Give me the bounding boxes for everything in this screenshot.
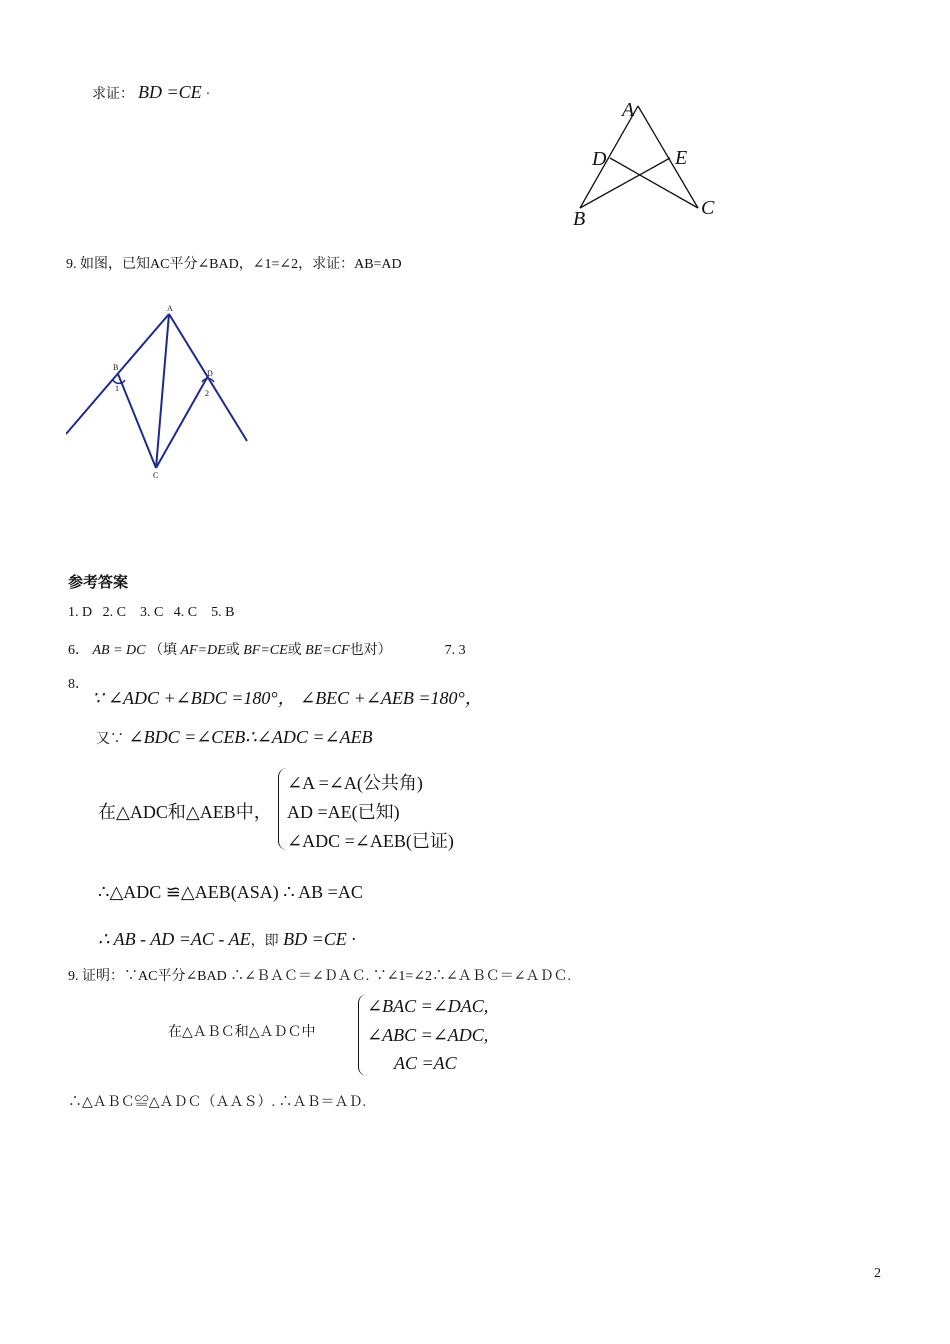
answer-8-cond-1: ∠A =∠A(公共角) — [287, 773, 423, 793]
label-B: B — [573, 208, 586, 230]
answer-8-cond-3: ∠ADC =∠AEB(已证) — [287, 831, 454, 851]
line-AC — [156, 314, 169, 468]
answers-1-5: 1. D 2. C 3. C 4. C 5. B — [68, 605, 235, 620]
answer-9-brace — [358, 994, 367, 1076]
label-2: 2 — [205, 389, 209, 398]
line-DC — [156, 376, 208, 468]
answer-6-or-2: 或 — [287, 643, 306, 658]
answer-9-cond-3: AC =AC — [394, 1053, 457, 1073]
answer-8-line-4: ∴△ADC ≌△AEB(ASA) ∴ AB =AC — [98, 882, 363, 902]
segment-AC — [638, 106, 698, 208]
answer-8-line-5a: ∴ AB - AD =AC - AE — [98, 929, 251, 949]
answer-8-cond-2: AD =AE(已知) — [287, 802, 400, 822]
answer-8-line-5 — [98, 929, 356, 950]
answer-8-brace — [278, 768, 287, 850]
answer-9-cond-1: ∠BAC =∠DAC, — [367, 996, 489, 1016]
answer-8-line-5c: BD =CE · — [278, 929, 356, 949]
label-C: C — [153, 471, 159, 480]
answer-6-alt-2: BF=CE — [243, 643, 288, 658]
answers-6-7 — [68, 639, 466, 659]
line-BC — [118, 374, 156, 468]
label-A: A — [622, 99, 635, 121]
label-1: 1 — [115, 384, 119, 393]
answer-6-math: AB = DC — [92, 643, 146, 658]
answer-8-line-2-math: ∠BDC =∠CEB∴∠ADC =∠AEB — [124, 727, 373, 747]
label-B: B — [113, 363, 119, 372]
answer-6-alt-3: BE=CF — [305, 643, 350, 658]
answer-8-in-triangles: 在△ADC和△AEB中， — [98, 802, 272, 822]
question-9: 9. 如图，已知AC平分∠BAD，∠1=∠2，求证：AB=AD — [66, 257, 402, 272]
answer-9-cond-2: ∠ABC =∠ADC, — [367, 1025, 489, 1045]
line-A-left — [66, 314, 169, 434]
answer-8-you: 又∵ — [96, 732, 124, 747]
label-D: D — [592, 148, 607, 170]
page-number: 2 — [874, 1266, 881, 1281]
label-D: D — [207, 369, 213, 378]
answer-6-fill-open: （填 — [149, 643, 181, 658]
angle-1-arc — [113, 380, 125, 383]
answer-9-line-1: 9. 证明：∵AC平分∠BAD ∴∠ＢＡＣ＝∠ＤＡＣ. ∵∠1=∠2∴∠ＡＢＣ＝∠ＡＤＣ. — [68, 969, 572, 984]
answer-8-line-1: ∵ ∠ADC +∠BDC =180°， ∠BEC +∠AEB =180°， — [92, 688, 483, 708]
answer-9-in-triangles: 在△ＡＢＣ和△ＡＤＣ中 — [168, 1025, 316, 1040]
answer-9-conclusion: ∴△ＡＢＣ≌△ＡＤＣ（ＡＡＳ）. ∴ＡＢ＝ＡＤ. — [68, 1095, 367, 1110]
answer-6-also: 也对） — [349, 643, 392, 658]
answers-heading: 参考答案 — [68, 575, 129, 591]
answer-6-prefix: 6． — [68, 643, 89, 658]
answer-7: 7. 3 — [444, 643, 466, 658]
segment-AB — [580, 106, 638, 208]
prove-label: 求证： — [92, 87, 134, 102]
prove-math: BD =CE — [138, 82, 202, 102]
prove-line — [92, 82, 210, 103]
answer-8-line-2 — [96, 727, 373, 748]
answer-8-number: 8． — [68, 677, 89, 692]
prove-dot: · — [205, 87, 211, 102]
label-A: A — [167, 304, 173, 313]
answer-8-line-5b: ，即 — [250, 934, 279, 949]
answer-6-or-1: 或 — [225, 643, 244, 658]
triangle-figure-q8 — [560, 90, 730, 240]
answer-6-alt-1: AF=DE — [180, 643, 226, 658]
label-C: C — [701, 197, 715, 219]
label-E: E — [675, 147, 688, 169]
kite-figure-q9 — [66, 300, 251, 485]
